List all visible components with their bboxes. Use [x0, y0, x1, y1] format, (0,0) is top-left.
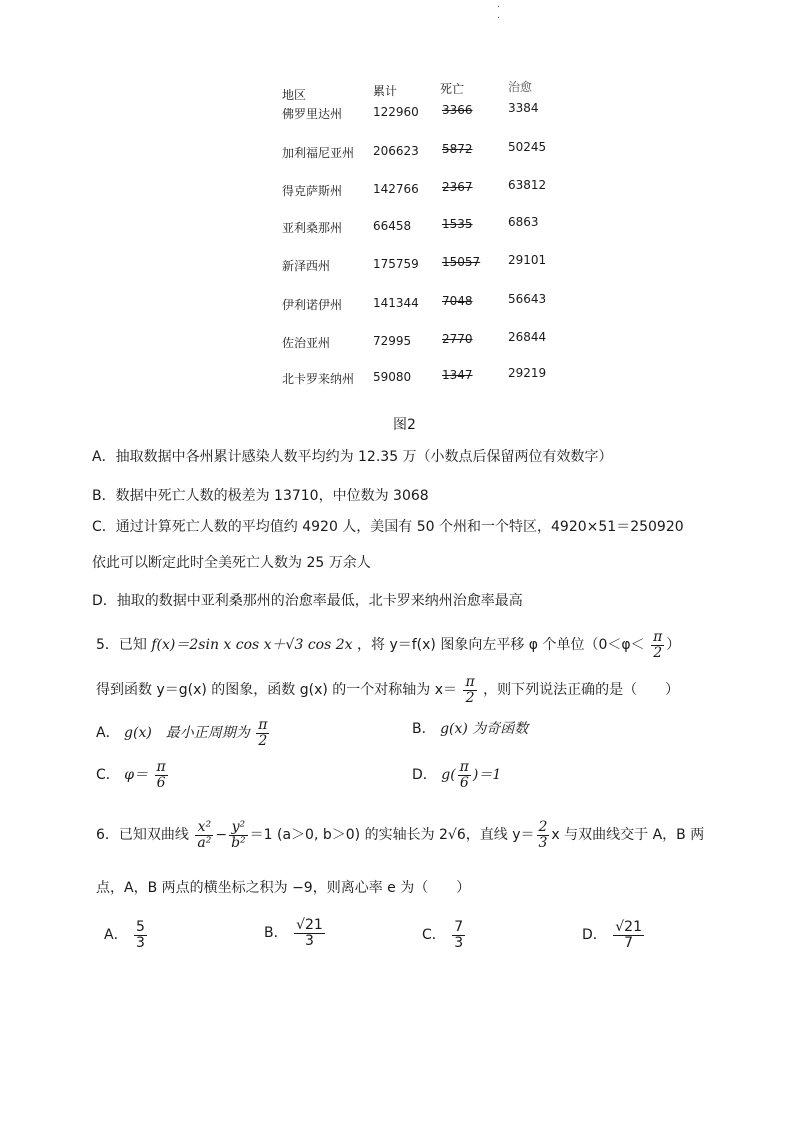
q4-option-d: D．抽取的数据中亚利桑那州的治愈率最低，北卡罗来纳州治愈率最高: [92, 593, 523, 609]
table-cell-row-region: 得克萨斯州: [282, 184, 343, 198]
table-cell-row-total: 122960: [373, 105, 419, 119]
fraction-denominator: 3: [454, 934, 464, 951]
q6-option-a: [104, 920, 149, 950]
table-cell-row-deaths: 2367: [442, 180, 473, 194]
q5-text: ，将 y＝f(x) 图象向左平移 φ 个单位（0＜φ＜: [357, 637, 645, 654]
q6-y2-over-b2: [229, 820, 248, 850]
option-label: D．: [582, 927, 607, 944]
q5-option-d: [412, 760, 501, 790]
q5-axis-fraction: [463, 675, 476, 705]
table-cell-row-deaths: 1347: [442, 368, 473, 382]
q5-option-c: [96, 760, 170, 790]
fraction-denominator: 6: [459, 774, 469, 791]
option-text: g(: [441, 767, 456, 784]
table-cell-row-deaths: 5872: [442, 142, 473, 156]
option-label: A．: [104, 927, 128, 944]
fraction-numerator: 5: [136, 919, 145, 935]
fraction-numerator: 7: [454, 919, 464, 935]
q4-option-b: B．数据中死亡人数的极差为 13710，中位数为 3068: [92, 488, 429, 504]
option-label: B．: [264, 925, 288, 942]
option-text: g(x) 最小正周期为: [124, 725, 250, 742]
table-cell-row-recovered: 3384: [508, 101, 539, 115]
option-fraction: [294, 918, 325, 948]
table-cell-row-total: 175759: [373, 257, 419, 271]
fraction-numerator: x²: [195, 820, 213, 836]
option-text-end: )＝1: [472, 767, 502, 784]
q5-line2-text: 得到函数 y＝g(x) 的图象，函数 g(x) 的一个对称轴为 x＝: [96, 682, 458, 699]
table-cell-row-region: 新泽西州: [282, 259, 331, 273]
fraction-numerator: π: [653, 629, 663, 645]
q5-fraction-pi-2: [651, 630, 664, 660]
table-cell-row-recovered: 29101: [508, 253, 547, 267]
table-cell-row-total: 141344: [373, 296, 419, 310]
table-cell-row-recovered: 50245: [508, 140, 547, 154]
q5-number: 5．已知: [96, 637, 147, 654]
q4-option-c-cont: 依此可以断定此时全美死亡人数为 25 万余人: [92, 555, 371, 571]
table-header-deaths: 死亡: [440, 82, 465, 96]
option-text: φ＝: [124, 767, 149, 784]
table-cell-row-recovered: 29219: [508, 366, 547, 380]
q4-option-a: A．抽取数据中各州累计感染人数平均约为 12.35 万（小数点后保留两位有效数字）: [92, 449, 613, 465]
table-cell-row-deaths: 7048: [442, 294, 473, 308]
q5-function: f(x)＝2sin x cos x＋√3 cos 2x: [151, 637, 353, 654]
q6-number: 6．已知双曲线: [96, 827, 189, 844]
option-fraction: [155, 760, 168, 790]
table-cell-row-total: 66458: [373, 219, 412, 233]
figure-caption: 图2: [393, 417, 416, 433]
q5-line2-end: ，则下列说法正确的是（ ）: [483, 682, 680, 699]
fraction-denominator: 2: [465, 689, 475, 706]
fraction-numerator: y²: [229, 820, 248, 836]
option-label: C．: [422, 927, 446, 944]
option-fraction: [458, 760, 471, 790]
question-6: 6．已知双曲线 $\frac{\text{x²}}{\text{a²}}$ − $\frac{\text{y²}}{\text{b²}}$ ＝1 (a＞0, b＞0) 的实轴长为 2√6，直线 y＝ $\frac{2}{3}$ x 与双曲线交于 A，B 两: [96, 819, 705, 851]
table-cell-row-deaths: 3366: [442, 103, 473, 117]
fraction-denominator: a²: [197, 834, 212, 851]
q6-line2: 点，A，B 两点的横坐标之积为 −9，则离心率 e 为（ ）: [96, 880, 471, 896]
q5-text-end: ）: [666, 637, 681, 654]
fraction-numerator: √21: [615, 919, 642, 935]
option-text: g(x) 为奇函数: [440, 721, 529, 737]
option-label: D．: [412, 767, 437, 784]
fraction-numerator: π: [258, 717, 268, 733]
fraction-denominator: 6: [156, 774, 166, 791]
table-header-total: 累计: [373, 84, 398, 98]
question-5: [96, 630, 680, 660]
fraction-denominator: b²: [231, 834, 246, 851]
table-cell-row-region: 亚利桑那州: [282, 221, 343, 235]
q6-option-d: [582, 920, 646, 950]
q6-x2-over-a2: [195, 820, 213, 850]
table-header-region: 地区: [282, 88, 307, 102]
fraction-numerator: 2: [538, 819, 548, 835]
table-cell-row-recovered: 6863: [508, 215, 539, 229]
option-fraction: [452, 920, 465, 950]
q5-option-b: [412, 718, 528, 738]
table-header-recovered: 治愈: [508, 80, 533, 94]
table-cell-row-total: 72995: [373, 334, 412, 348]
table-cell-row-deaths: 2770: [442, 332, 473, 346]
fraction-denominator: 3: [304, 932, 314, 949]
table-cell-row-region: 加利福尼亚州: [282, 146, 355, 160]
table-cell-row-recovered: 56643: [508, 292, 547, 306]
option-label: C．: [96, 767, 120, 784]
scan-speck: · ·: [497, 2, 501, 24]
table-cell-row-recovered: 63812: [508, 178, 547, 192]
q5-option-a: [96, 718, 271, 748]
table-cell-row-deaths: 1535: [442, 217, 473, 231]
q6-text: ＝1 (a＞0, b＞0) 的实轴长为 2√6，直线 y＝: [249, 827, 535, 844]
q6-option-b: [264, 918, 327, 948]
fraction-denominator: 3: [136, 934, 145, 951]
question-5-line2: [96, 675, 679, 705]
table-cell-row-deaths: 15057: [442, 255, 481, 269]
q6-text-end: x 与双曲线交于 A，B 两: [551, 827, 705, 844]
fraction-denominator: 2: [653, 644, 663, 661]
table-cell-row-total: 206623: [373, 144, 419, 158]
option-fraction: [256, 718, 269, 748]
table-cell-row-region: 佛罗里达州: [282, 107, 343, 121]
fraction-numerator: π: [465, 674, 475, 690]
table-cell-row-recovered: 26844: [508, 330, 547, 344]
table-cell-row-region: 北卡罗来纳州: [282, 372, 355, 386]
q6-option-c: [422, 920, 467, 950]
table-cell-row-total: 142766: [373, 182, 419, 196]
fraction-denominator: 7: [624, 934, 634, 951]
option-fraction: [134, 920, 147, 950]
fraction-numerator: √21: [296, 917, 323, 933]
table-cell-row-region: 佐治亚州: [282, 336, 331, 350]
fraction-denominator: 3: [538, 834, 548, 851]
option-fraction: [613, 920, 644, 950]
option-label: B．: [412, 721, 436, 737]
table-cell-row-region: 伊利诺伊州: [282, 298, 343, 312]
q6-slope-fraction: [537, 820, 550, 850]
option-label: A．: [96, 725, 120, 742]
q4-option-c: C．通过计算死亡人数的平均值约 4920 人，美国有 50 个州和一个特区，4920×51＝250920: [92, 519, 684, 535]
fraction-numerator: π: [459, 759, 469, 775]
fraction-numerator: π: [156, 759, 166, 775]
table-cell-row-total: 59080: [373, 370, 412, 384]
fraction-denominator: 2: [258, 732, 268, 749]
